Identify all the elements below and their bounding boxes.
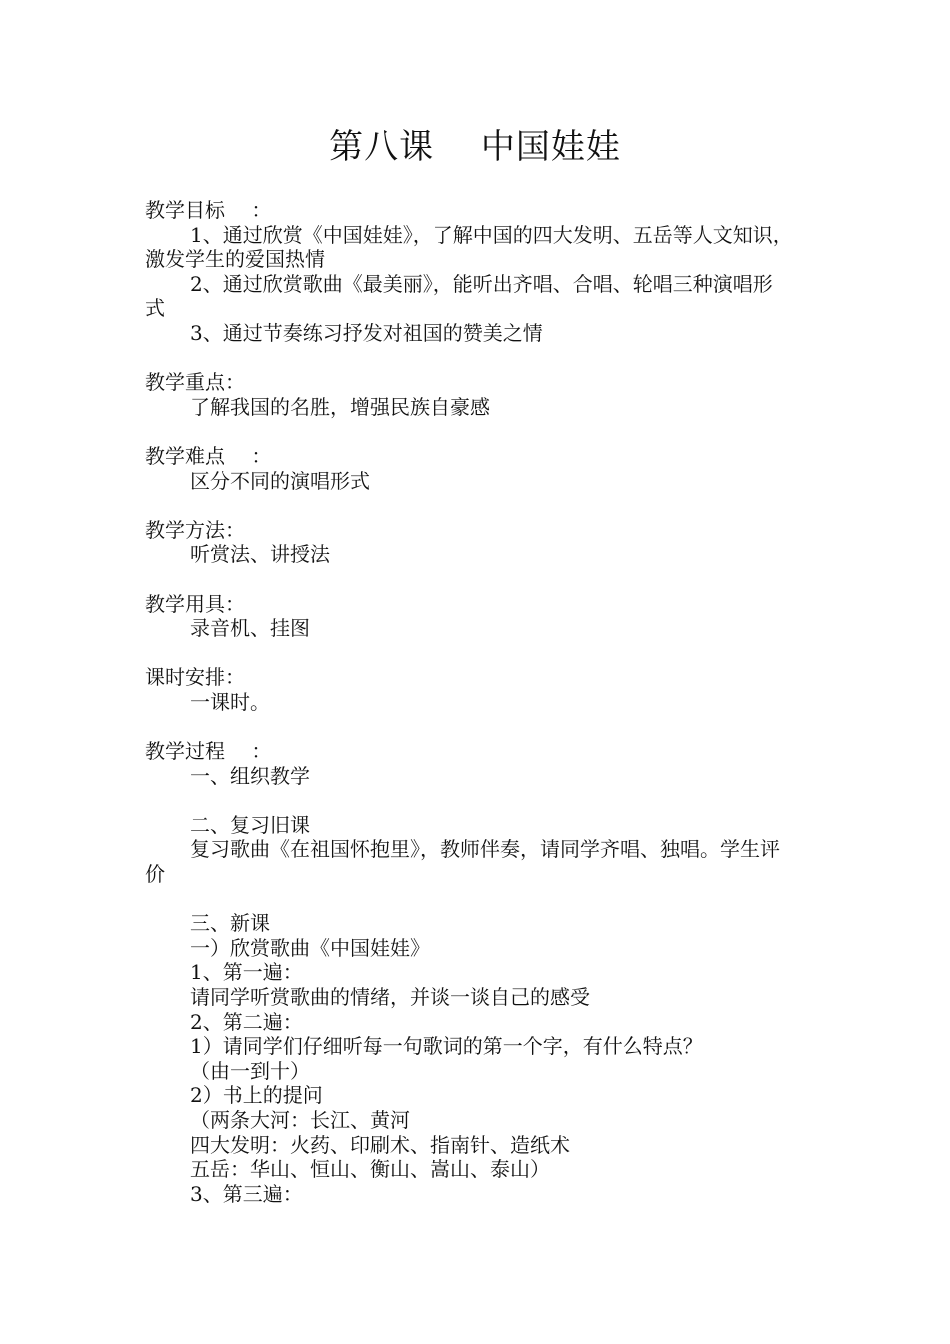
goal-item-3: 3、通过节奏练习抒发对祖国的赞美之情 bbox=[190, 320, 543, 345]
method-heading: 教学方法： bbox=[145, 517, 245, 542]
goal-item-1-cont: 激发学生的爱国热情 bbox=[145, 247, 325, 272]
process-heading: 教学过程 ： bbox=[145, 739, 272, 764]
tools-text: 录音机、挂图 bbox=[190, 616, 310, 641]
process-step-2-text-cont: 价 bbox=[145, 862, 165, 887]
listen-pass-2-a2-inventions: 四大发明：火药、印刷术、指南针、造纸术 bbox=[190, 1132, 570, 1157]
spacer bbox=[145, 567, 825, 592]
goal-item-1: 1、通过欣赏《中国娃娃》，了解中国的四大发明、五岳等人文知识， bbox=[190, 222, 793, 247]
schedule-text: 一课时。 bbox=[190, 689, 270, 714]
page-title: 第八课 中国娃娃 bbox=[329, 127, 621, 167]
listen-pass-2-a2-mountains: 五岳：华山、恒山、衡山、嵩山、泰山） bbox=[190, 1157, 550, 1182]
key-heading: 教学重点： bbox=[145, 370, 245, 395]
goals-heading: 教学目标 ： bbox=[145, 198, 272, 222]
listen-pass-2-a2-rivers: （两条大河：长江、黄河 bbox=[190, 1107, 410, 1132]
spacer bbox=[145, 493, 825, 518]
spacer bbox=[145, 714, 825, 739]
spacer bbox=[145, 419, 825, 444]
listen-pass-2: 2、第二遍： bbox=[190, 1009, 303, 1034]
difficulty-heading: 教学难点 ： bbox=[145, 443, 272, 468]
listen-pass-3: 3、第三遍： bbox=[190, 1181, 303, 1206]
process-step-3: 三、新课 bbox=[190, 911, 270, 936]
schedule-heading: 课时安排： bbox=[145, 665, 245, 690]
goal-item-2: 2、通过欣赏歌曲《最美丽》，能听出齐唱、合唱、轮唱三种演唱形 bbox=[190, 271, 773, 296]
spacer bbox=[145, 887, 825, 912]
tools-heading: 教学用具： bbox=[145, 591, 245, 616]
goal-item-2-cont: 式 bbox=[145, 296, 165, 321]
spacer bbox=[145, 346, 825, 371]
key-text: 了解我国的名胜，增强民族自豪感 bbox=[190, 394, 490, 419]
spacer bbox=[145, 788, 825, 813]
difficulty-text: 区分不同的演唱形式 bbox=[190, 468, 370, 493]
listen-pass-2-q1: 1）请同学们仔细听每一句歌词的第一个字，有什么特点？ bbox=[190, 1034, 703, 1059]
listen-pass-1: 1、第一遍： bbox=[190, 960, 303, 985]
listen-pass-2-q2: 2）书上的提问 bbox=[190, 1083, 323, 1108]
listen-pass-1-text: 请同学听赏歌曲的情绪，并谈一谈自己的感受 bbox=[190, 985, 590, 1009]
listen-pass-2-a1: （由一到十） bbox=[190, 1058, 310, 1083]
process-step-1: 一、组织教学 bbox=[190, 763, 310, 788]
spacer bbox=[145, 641, 825, 666]
method-text: 听赏法、讲授法 bbox=[190, 542, 330, 567]
lesson-body bbox=[145, 198, 825, 1206]
process-step-2-text: 复习歌曲《在祖国怀抱里》，教师伴奏，请同学齐唱、独唱。学生评 bbox=[190, 837, 780, 862]
process-step-3-sub-1: 一）欣赏歌曲《中国娃娃》 bbox=[190, 935, 430, 960]
process-step-2: 二、复习旧课 bbox=[190, 812, 310, 837]
